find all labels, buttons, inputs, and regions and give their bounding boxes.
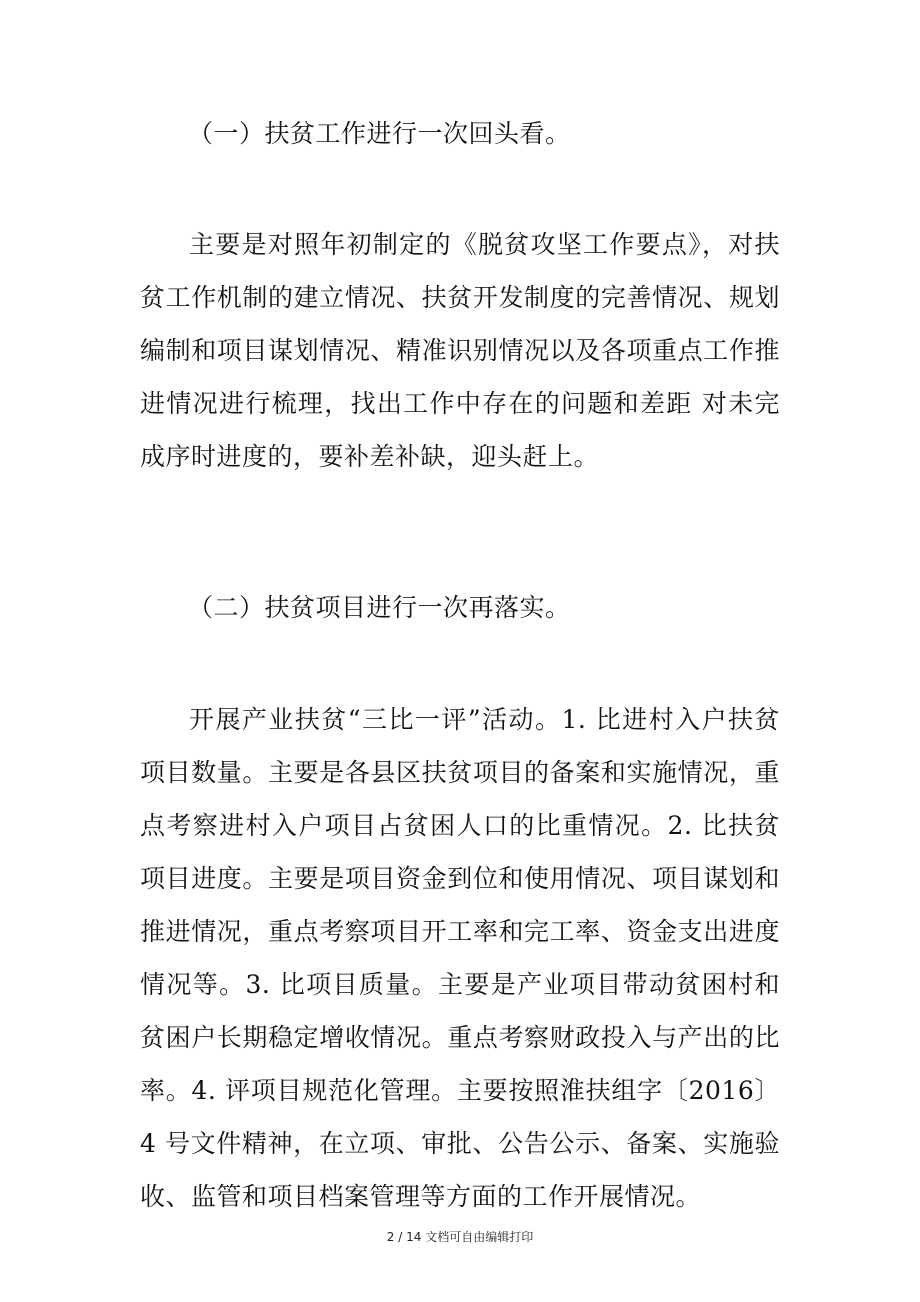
section-1-heading: （一）扶贫工作进行一次回头看。 [188, 119, 571, 148]
section-2-paragraph: 开展产业扶贫“三比一评”活动。1. 比进村入户扶贫项目数量。主要是各县区扶贫项目的备案和实施情况，重点考察进村入户项目占贫困人口的比重情况。2. 比扶贫项目进度。主要是项目资金到位和使用情况、项目谋划和推进情况，重点考察项目开工率和完工率、资金支出进度情况等。3. 比项目质量。主要是产业项目带动贫困村和贫困户长期稳定增收情况。重点考察财政投入与产出的比率。4. 评项目规范化管理。主要按照淮扶组字〔2016〕4 号文件精神，在立项、审批、公告公示、备案、实施验收、监管和项目档案管理等方面的工作开展情况。 [140, 705, 780, 1211]
section-2-heading: （二）扶贫项目进行一次再落实。 [188, 593, 571, 622]
page-footer: 2 / 14 文档可自由编辑打印 [386, 1230, 534, 1244]
section-1-paragraph: 主要是对照年初制定的《脱贫攻坚工作要点》，对扶贫工作机制的建立情况、扶贫开发制度的完善情况、规划编制和项目谋划情况、精准识别情况以及各项重点工作推进情况进行梳理，找出工作中存在的问题和差距 对未完成序时进度的，要补差补缺，迎头赶上。 [140, 230, 780, 471]
